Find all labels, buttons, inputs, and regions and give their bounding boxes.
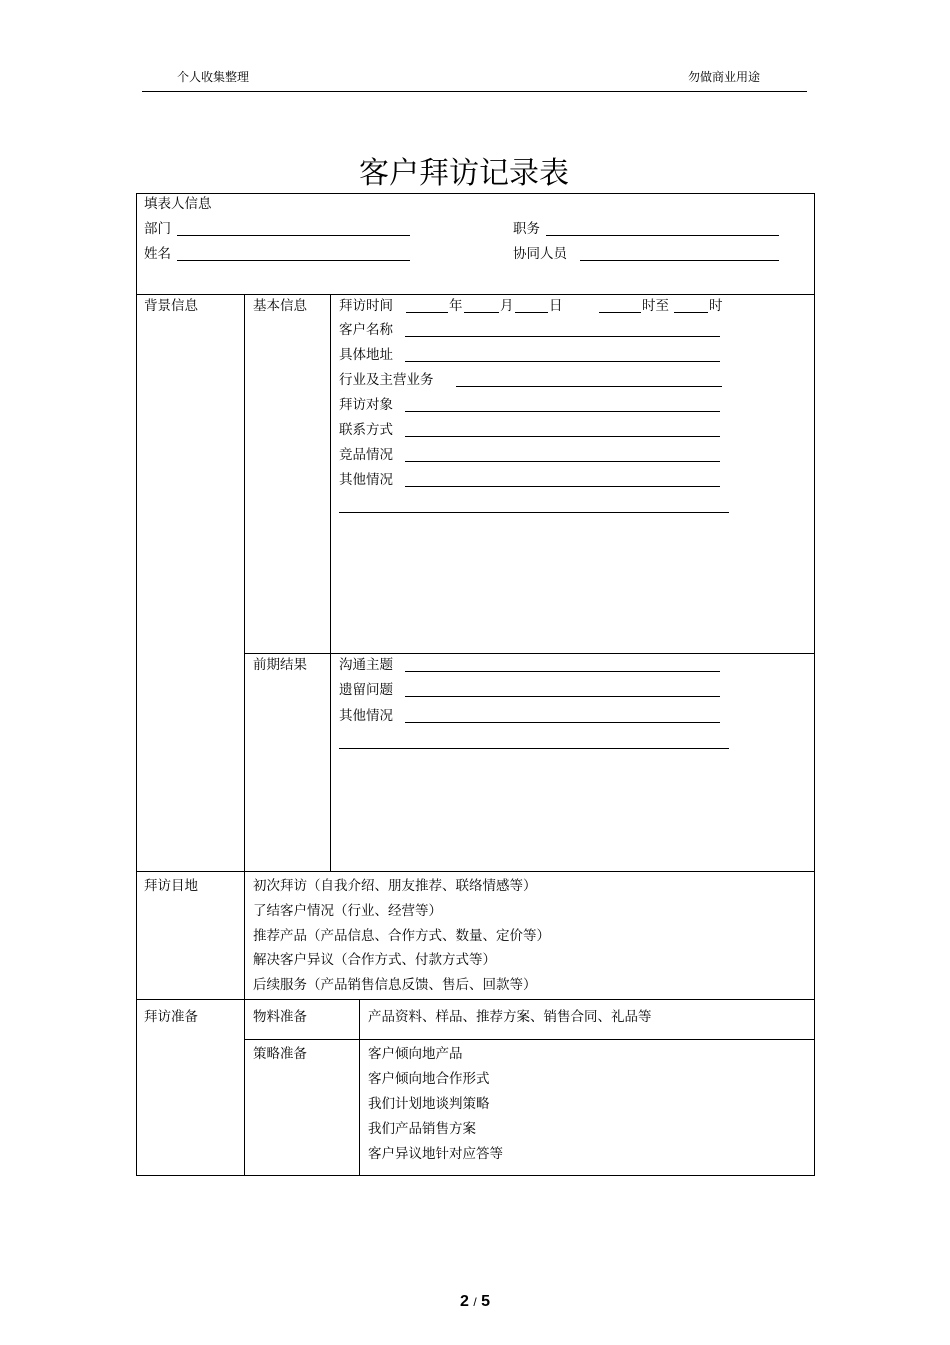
customer-name-field[interactable]: [405, 336, 720, 337]
current-page: 2: [459, 1293, 469, 1310]
companion-label: 协同人员: [513, 246, 567, 262]
address-label: 具体地址: [339, 347, 393, 363]
purpose-item: 初次拜访（自我介绍、朋友推荐、联络情感等）: [253, 878, 537, 894]
strategy-item: 我们产品销售方案: [368, 1121, 476, 1137]
visit-year-field[interactable]: [406, 312, 448, 313]
visit-time-label: 拜访时间: [339, 298, 393, 314]
other-info-label: 其他情况: [339, 472, 393, 488]
name-label: 姓名: [144, 246, 171, 262]
leftover-issue-label: 遗留问题: [339, 682, 393, 698]
basic-info-label: 基本信息: [253, 298, 307, 314]
purpose-label: 拜访目地: [144, 878, 198, 894]
visit-day-field[interactable]: [515, 312, 548, 313]
prev-other-field[interactable]: [405, 722, 720, 723]
position-field[interactable]: [546, 235, 779, 236]
visit-start-hour-field[interactable]: [599, 312, 641, 313]
background-label: 背景信息: [144, 298, 198, 314]
competitor-field[interactable]: [405, 461, 720, 462]
prep-label: 拜访准备: [144, 1009, 198, 1025]
topic-field[interactable]: [405, 671, 720, 672]
day-label: 日: [549, 298, 563, 314]
page-title: 客户拜访记录表: [359, 156, 569, 191]
dept-label: 部门: [144, 221, 171, 237]
header-rule: [142, 91, 807, 92]
filler-heading: 填表人信息: [144, 196, 212, 212]
purpose-item: 了结客户情况（行业、经营等）: [253, 903, 442, 919]
material-prep-text: 产品资料、样品、推荐方案、销售合同、礼品等: [368, 1009, 652, 1025]
dept-field[interactable]: [177, 235, 410, 236]
visit-target-label: 拜访对象: [339, 397, 393, 413]
page-number: [0, 1293, 950, 1311]
name-field[interactable]: [177, 260, 410, 261]
hour-label: 时: [709, 298, 723, 314]
prev-other-label: 其他情况: [339, 708, 393, 724]
prev-results-label: 前期结果: [253, 657, 307, 673]
contact-field[interactable]: [405, 436, 720, 437]
page-separator: /: [473, 1295, 477, 1309]
purpose-item: 后续服务（产品销售信息反馈、售后、回款等）: [253, 977, 537, 993]
position-label: 职务: [513, 221, 540, 237]
address-field[interactable]: [405, 361, 720, 362]
visit-end-hour-field[interactable]: [674, 312, 708, 313]
purpose-item: 推荐产品（产品信息、合作方式、数量、定价等）: [253, 928, 550, 944]
contact-label: 联系方式: [339, 422, 393, 438]
strategy-item: 客户异议地针对应答等: [368, 1146, 503, 1162]
strategy-prep-label: 策略准备: [253, 1046, 307, 1062]
strategy-item: 我们计划地谈判策略: [368, 1096, 490, 1112]
prev-other-extra-field[interactable]: [339, 748, 729, 749]
purpose-item: 解决客户异议（合作方式、付款方式等）: [253, 952, 496, 968]
companion-field[interactable]: [580, 260, 779, 261]
topic-label: 沟通主题: [339, 657, 393, 673]
competitor-label: 竞品情况: [339, 447, 393, 463]
header-right-text: 勿做商业用途: [688, 70, 761, 84]
strategy-item: 客户倾向地产品: [368, 1046, 463, 1062]
year-label: 年: [449, 298, 463, 314]
industry-label: 行业及主营业务: [339, 372, 434, 388]
visit-month-field[interactable]: [464, 312, 499, 313]
visit-target-field[interactable]: [405, 411, 720, 412]
customer-name-label: 客户名称: [339, 322, 393, 338]
material-prep-label: 物料准备: [253, 1009, 307, 1025]
other-info-extra-field[interactable]: [339, 512, 729, 513]
total-pages: 5: [481, 1293, 491, 1310]
other-info-field[interactable]: [405, 486, 720, 487]
strategy-item: 客户倾向地合作形式: [368, 1071, 490, 1087]
industry-field[interactable]: [456, 386, 722, 387]
hour-to-label: 时至: [642, 298, 669, 314]
leftover-issue-field[interactable]: [405, 696, 720, 697]
header-left-text: 个人收集整理: [177, 70, 250, 84]
month-label: 月: [500, 298, 514, 314]
